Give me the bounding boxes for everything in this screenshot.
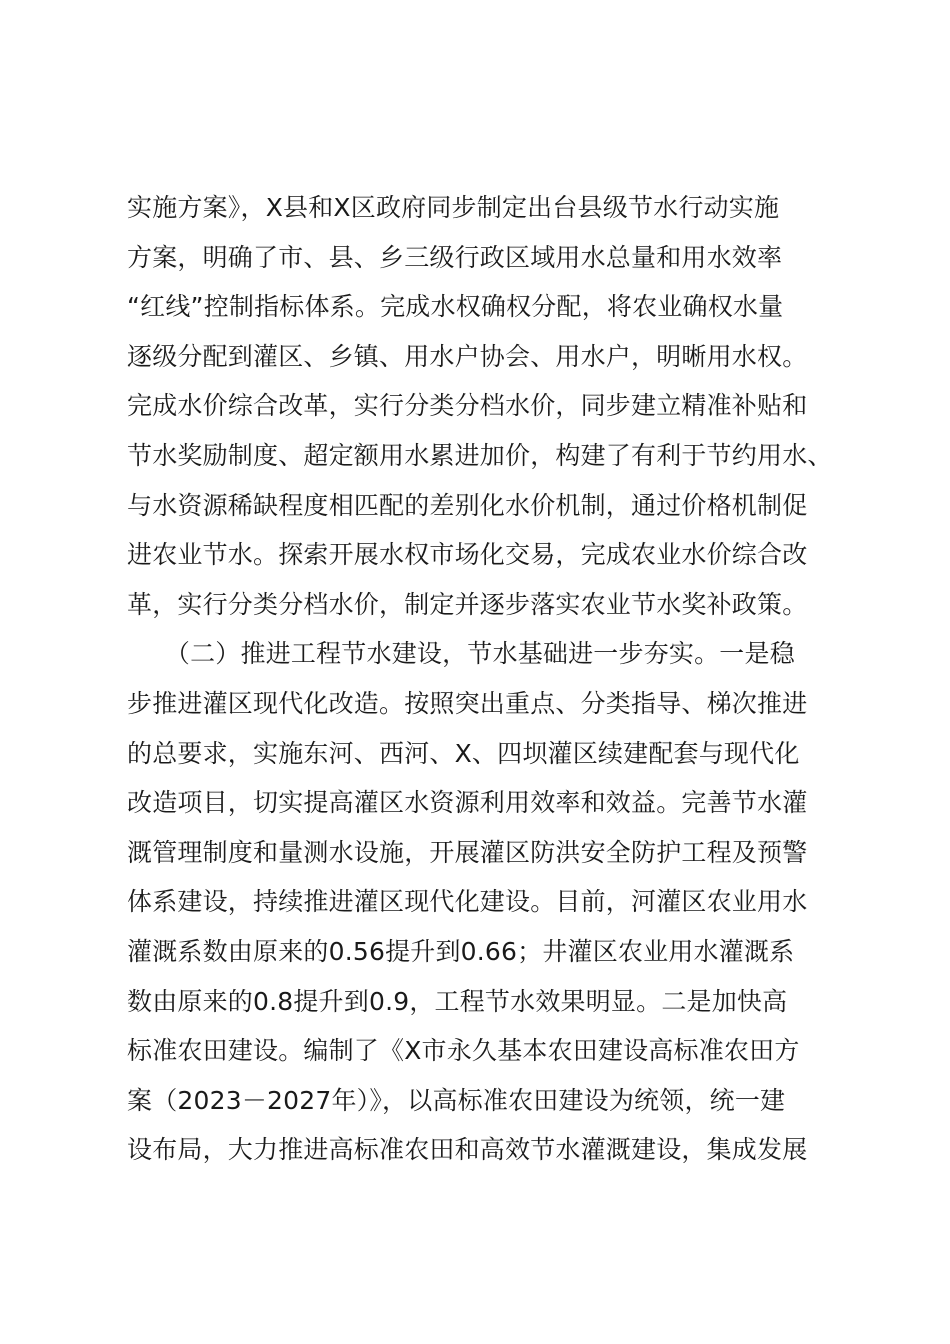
- text-line: 溉管理制度和量测水设施，开展灌区防洪安全防护工程及预警: [127, 837, 808, 867]
- text-line: 实施方案》，X县和X区政府同步制定出台县级节水行动实施: [127, 193, 780, 222]
- text-line: 灌溉系数由原来的0.56提升到0.66；井灌区农业用水灌溉系: [127, 936, 795, 966]
- text-line: 方案，明确了市、县、乡三级行政区域用水总量和用水效率: [127, 242, 783, 272]
- text-line: 标准农田建设。编制了《X市永久基本农田建设高标准农田方: [127, 1036, 800, 1066]
- text-line: 改造项目，切实提高灌区水资源利用效率和效益。完善节水灌: [127, 788, 808, 818]
- text-line: 的总要求，实施东河、西河、X、四坝灌区续建配套与现代化: [127, 738, 800, 768]
- text-line: 步推进灌区现代化改造。按照突出重点、分类指导、梯次推进: [127, 688, 808, 718]
- text-line: 进农业节水。探索开展水权市场化交易，完成农业水价综合改: [127, 540, 808, 570]
- text-line: 革，实行分类分档水价，制定并逐步落实农业节水奖补政策。: [127, 589, 808, 619]
- text-line: （二）推进工程节水建设，节水基础进一步夯实。一是稳: [127, 639, 795, 669]
- text-line: 与水资源稀缺程度相匹配的差别化水价机制，通过价格机制促: [127, 490, 808, 520]
- text-line: 完成水价综合改革，实行分类分档水价，同步建立精准补贴和: [127, 391, 808, 421]
- text-line: 数由原来的0.8提升到0.9，工程节水效果明显。二是加快高: [127, 986, 788, 1016]
- text-line: 体系建设，持续推进灌区现代化建设。目前，河灌区农业用水: [127, 887, 808, 917]
- text-line: 逐级分配到灌区、乡镇、用水户协会、用水户，明晰用水权。: [127, 341, 808, 371]
- text-line: 设布局，大力推进高标准农田和高效节水灌溉建设，集成发展: [127, 1135, 808, 1165]
- document-body: [127, 183, 837, 1175]
- text-line: “红线”控制指标体系。完成水权确权分配，将农业确权水量: [127, 292, 784, 322]
- text-line: 案（2023－2027年）》，以高标准农田建设为统领，统一建: [127, 1085, 786, 1115]
- text-line: 节水奖励制度、超定额用水累进加价，构建了有利于节约用水、: [127, 440, 833, 470]
